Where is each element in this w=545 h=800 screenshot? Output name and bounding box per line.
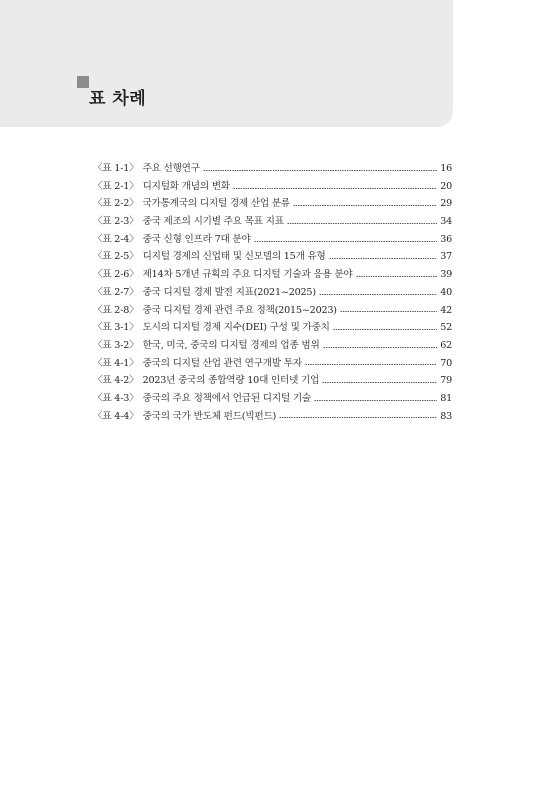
toc-entry-title: 디지털 경제의 신업태 및 신모델의 15개 유형 — [142, 251, 326, 263]
toc-entry-page-number: 42 — [440, 304, 452, 316]
toc-entry-title: 중국 제조의 시기별 주요 목표 지표 — [142, 216, 284, 228]
toc-entry[interactable] — [93, 319, 452, 337]
page-title: 표 차례 — [89, 89, 147, 109]
toc-entry[interactable] — [93, 195, 452, 213]
toc-entry-title: 2023년 중국의 종합역량 10대 인터넷 기업 — [142, 375, 320, 387]
toc-entry-page-number: 52 — [440, 322, 452, 334]
toc-entry-label: 〈표 4-4〉 — [93, 410, 139, 422]
toc-entry[interactable] — [93, 160, 452, 178]
toc-entry[interactable] — [93, 390, 452, 408]
toc-entry-label: 〈표 2-5〉 — [93, 251, 139, 263]
dot-leader — [305, 364, 437, 365]
toc-entry[interactable] — [93, 231, 452, 249]
toc-entry-title: 도시의 디지털 경제 지수(DEI) 구성 및 가중치 — [142, 322, 330, 334]
toc-entry[interactable] — [93, 178, 452, 196]
title-marker — [77, 76, 89, 88]
table-of-tables — [93, 160, 452, 425]
toc-entry-title: 중국의 디지털 산업 관련 연구개발 투자 — [142, 357, 302, 369]
dot-leader — [279, 417, 437, 418]
toc-entry-label: 〈표 2-7〉 — [93, 286, 139, 298]
toc-entry-label: 〈표 2-4〉 — [93, 233, 139, 245]
dot-leader — [322, 382, 437, 383]
dot-leader — [340, 311, 437, 312]
toc-entry[interactable] — [93, 408, 452, 426]
dot-leader — [293, 205, 437, 206]
dot-leader — [233, 188, 437, 189]
toc-entry-page-number: 81 — [440, 392, 452, 404]
toc-entry-page-number: 39 — [440, 269, 452, 281]
dot-leader — [203, 170, 437, 171]
toc-entry[interactable] — [93, 266, 452, 284]
toc-entry[interactable] — [93, 213, 452, 231]
header-panel — [0, 0, 453, 127]
toc-entry[interactable] — [93, 372, 452, 390]
toc-entry-title: 중국의 주요 정책에서 언급된 디지털 기술 — [142, 392, 311, 404]
dot-leader — [314, 400, 437, 401]
toc-entry-page-number: 70 — [440, 357, 452, 369]
dot-leader — [323, 347, 438, 348]
toc-entry-title: 중국 신형 인프라 7대 분야 — [142, 233, 251, 245]
toc-entry-label: 〈표 2-6〉 — [93, 269, 139, 281]
toc-entry[interactable] — [93, 355, 452, 373]
toc-entry-page-number: 29 — [440, 198, 452, 210]
toc-entry-title: 제14차 5개년 규획의 주요 디지털 기술과 응용 분야 — [142, 269, 353, 281]
toc-entry-title: 중국 디지털 경제 발전 지표(2021~2025) — [142, 286, 316, 298]
toc-entry-label: 〈표 2-8〉 — [93, 304, 139, 316]
toc-entry-page-number: 16 — [440, 163, 452, 174]
dot-leader — [319, 294, 437, 295]
toc-entry-label: 〈표 1-1〉 — [93, 163, 139, 174]
toc-entry-title: 중국의 국가 반도체 펀드(빅펀드) — [142, 410, 277, 422]
toc-entry-title: 한국, 미국, 중국의 디지털 경제의 업종 범위 — [142, 339, 320, 351]
toc-entry-title: 디지털화 개념의 변화 — [142, 180, 230, 192]
toc-entry-label: 〈표 4-3〉 — [93, 392, 139, 404]
toc-entry-title: 주요 선행연구 — [142, 163, 200, 174]
dot-leader — [254, 241, 438, 242]
toc-entry-label: 〈표 4-2〉 — [93, 375, 139, 387]
toc-entry[interactable] — [93, 284, 452, 302]
dot-leader — [287, 223, 437, 224]
dot-leader — [333, 329, 437, 330]
toc-entry-label: 〈표 2-3〉 — [93, 216, 139, 228]
toc-entry[interactable] — [93, 337, 452, 355]
toc-entry[interactable] — [93, 248, 452, 266]
toc-entry-page-number: 20 — [440, 180, 452, 192]
toc-entry-label: 〈표 2-1〉 — [93, 180, 139, 192]
toc-entry-label: 〈표 3-1〉 — [93, 322, 139, 334]
dot-leader — [329, 258, 438, 259]
dot-leader — [356, 276, 438, 277]
toc-entry-label: 〈표 3-2〉 — [93, 339, 139, 351]
toc-entry-page-number: 79 — [440, 375, 452, 387]
toc-entry-page-number: 40 — [440, 286, 452, 298]
toc-entry-page-number: 37 — [440, 251, 452, 263]
toc-entry-title: 중국 디지털 경제 관련 주요 정책(2015~2023) — [142, 304, 337, 316]
toc-entry-title: 국가통계국의 디지털 경제 산업 분류 — [142, 198, 290, 210]
toc-entry-page-number: 34 — [440, 216, 452, 228]
toc-entry-page-number: 36 — [440, 233, 452, 245]
toc-entry-label: 〈표 2-2〉 — [93, 198, 139, 210]
toc-entry-page-number: 62 — [440, 339, 452, 351]
toc-entry[interactable] — [93, 302, 452, 320]
toc-entry-page-number: 83 — [440, 410, 452, 422]
toc-entry-label: 〈표 4-1〉 — [93, 357, 139, 369]
